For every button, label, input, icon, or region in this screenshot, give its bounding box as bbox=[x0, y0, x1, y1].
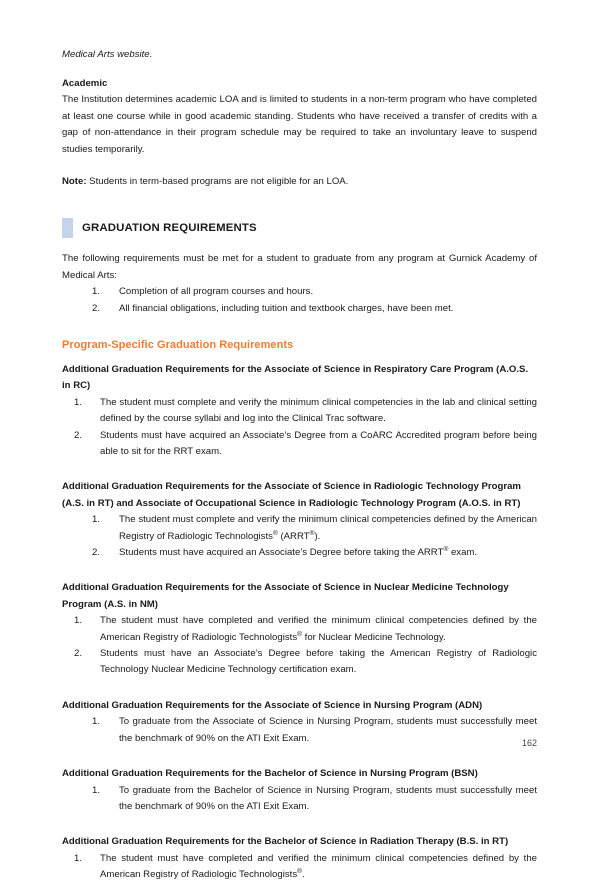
list-item-number: 2. bbox=[91, 302, 100, 314]
academic-heading: Academic bbox=[62, 78, 108, 89]
list-item bbox=[62, 714, 537, 747]
section-heading-label: GRADUATION REQUIREMENTS bbox=[82, 221, 257, 234]
registered-mark-icon: ® bbox=[297, 630, 302, 638]
note-paragraph bbox=[62, 174, 537, 191]
list-item bbox=[62, 428, 537, 461]
list-item bbox=[62, 613, 537, 646]
list-item bbox=[62, 783, 537, 816]
note-text: Students in term-based programs are not eligible for an LOA. bbox=[86, 176, 349, 188]
program-list-respiratory-care bbox=[62, 395, 537, 461]
program-list-nuclear-medicine bbox=[62, 613, 537, 679]
list-item-number: 1. bbox=[91, 784, 100, 796]
list-item-text: Completion of all program courses and hours. bbox=[119, 286, 314, 298]
program-list-radiation-therapy bbox=[62, 851, 537, 884]
registered-mark-icon: ® bbox=[272, 529, 278, 537]
program-heading-adn: Additional Graduation Requirements for the Associate of Science in Nursing Program (ADN) bbox=[62, 699, 483, 711]
list-item bbox=[62, 646, 537, 679]
program-heading-respiratory-care: Additional Graduation Requirements for the Associate of Science in Respiratory Care Program (A.O.S. in RC) bbox=[62, 363, 529, 392]
program-heading-radiation-therapy: Additional Graduation Requirements for the Bachelor of Science in Radiation Therapy (B.S. in RT) bbox=[62, 836, 509, 848]
list-item-text-pre: Students must have acquired an Associate’s Degree before taking the ARRT bbox=[119, 547, 444, 559]
list-item-text-post: . bbox=[301, 869, 305, 881]
registered-mark-icon: ® bbox=[297, 867, 302, 875]
list-item-text bbox=[119, 512, 537, 545]
list-item-number: 1. bbox=[91, 716, 100, 728]
list-item-text: To graduate from the Bachelor of Science in Nursing Program, students must successfully meet the benchmark of 90% on the ATI Exit Exam. bbox=[119, 784, 537, 812]
graduation-intro-paragraph: The following requirements must be met for a student to graduate from any program at Gurnick Academy of Medical Arts: bbox=[62, 252, 537, 281]
section-marker-square-icon bbox=[62, 218, 73, 238]
list-item-number: 1. bbox=[73, 615, 82, 627]
list-item bbox=[62, 545, 537, 561]
academic-paragraph: The Institution determines academic LOA and is limited to students in a non-term program who have completed at least one course while in good academic standing. Students who have received a transfer of credits with a gap of non-attendance in their program schedule may be required to take an involuntary leave to suspend studies temporarily. bbox=[62, 94, 537, 155]
list-item-number: 1. bbox=[73, 852, 82, 864]
list-item-text-pre: The student must have completed and verified the minimum clinical competencies defined by the American Registry of Radiologic Technologists bbox=[100, 615, 537, 643]
list-item-text-pre: The student must have completed and verified the minimum clinical competencies defined by the American Registry of Radiologic Technologists bbox=[100, 852, 537, 881]
page-number: 162 bbox=[521, 738, 537, 748]
graduation-intro-list bbox=[62, 284, 537, 317]
italic-continuation-line: Medical Arts website. bbox=[62, 49, 153, 60]
program-list-adn bbox=[62, 714, 537, 747]
list-item-number: 2. bbox=[73, 429, 82, 441]
list-item-text bbox=[100, 851, 537, 884]
list-item-number: 1. bbox=[91, 514, 100, 526]
registered-mark-icon: ® bbox=[443, 545, 449, 553]
list-item-text-end: ). bbox=[314, 530, 321, 542]
program-heading-nuclear-medicine: Additional Graduation Requirements for the Associate of Science in Nuclear Medicine Technology Program (A.S. in NM) bbox=[62, 582, 509, 610]
list-item-text: Students must have an Associate’s Degree before taking the American Registry of Radiologic Technology Nuclear Medicine Technology certification exam. bbox=[100, 648, 537, 676]
graduation-requirements-section-heading bbox=[62, 218, 537, 238]
list-item-text-post: (ARRT bbox=[277, 530, 310, 542]
program-list-radiologic-technology bbox=[62, 512, 537, 561]
list-item bbox=[62, 395, 537, 428]
note-label: Note: bbox=[62, 176, 87, 188]
list-item-text-post: for Nuclear Medicine Technology. bbox=[301, 631, 446, 643]
list-item-text bbox=[119, 545, 537, 561]
list-item-text: The student must complete and verify the minimum clinical competencies in the lab and clinical setting defined by the course syllabi and log into the Clinical Trac software. bbox=[100, 396, 537, 425]
program-specific-heading: Program-Specific Graduation Requirements bbox=[62, 338, 294, 351]
program-heading-radiologic-technology: Additional Graduation Requirements for the Associate of Science in Radiologic Technology Program (A.S. in RT) and Associate of Occupational Science in Radiologic Technology Program (A.O.S. in RT) bbox=[62, 481, 521, 509]
list-item-text: All financial obligations, including tuition and textbook charges, have been met. bbox=[119, 302, 454, 314]
list-item bbox=[62, 284, 537, 300]
list-item-text-pre: The student must complete and verify the minimum clinical competencies defined by the American Registry of Radiologic Technologists bbox=[119, 514, 537, 542]
list-item-text: To graduate from the Associate of Science in Nursing Program, students must successfully meet the benchmark of 90% on the ATI Exit Exam. bbox=[119, 716, 537, 744]
list-item-text: Students must have acquired an Associate’s Degree from a CoARC Accredited program before being able to sit for the RRT exam. bbox=[100, 429, 537, 457]
list-item bbox=[62, 851, 537, 884]
list-item-text-post: exam. bbox=[448, 547, 478, 559]
program-list-bsn bbox=[62, 783, 537, 816]
registered-mark-icon: ® bbox=[309, 529, 315, 537]
list-item-number: 2. bbox=[91, 547, 100, 559]
program-heading-bsn: Additional Graduation Requirements for the Bachelor of Science in Nursing Program (BSN) bbox=[62, 768, 478, 780]
list-item-number: 1. bbox=[73, 396, 82, 408]
list-item-number: 2. bbox=[73, 648, 82, 660]
list-item-number: 1. bbox=[91, 286, 100, 298]
list-item-text bbox=[100, 613, 537, 646]
list-item bbox=[62, 512, 537, 545]
list-item bbox=[62, 301, 537, 317]
